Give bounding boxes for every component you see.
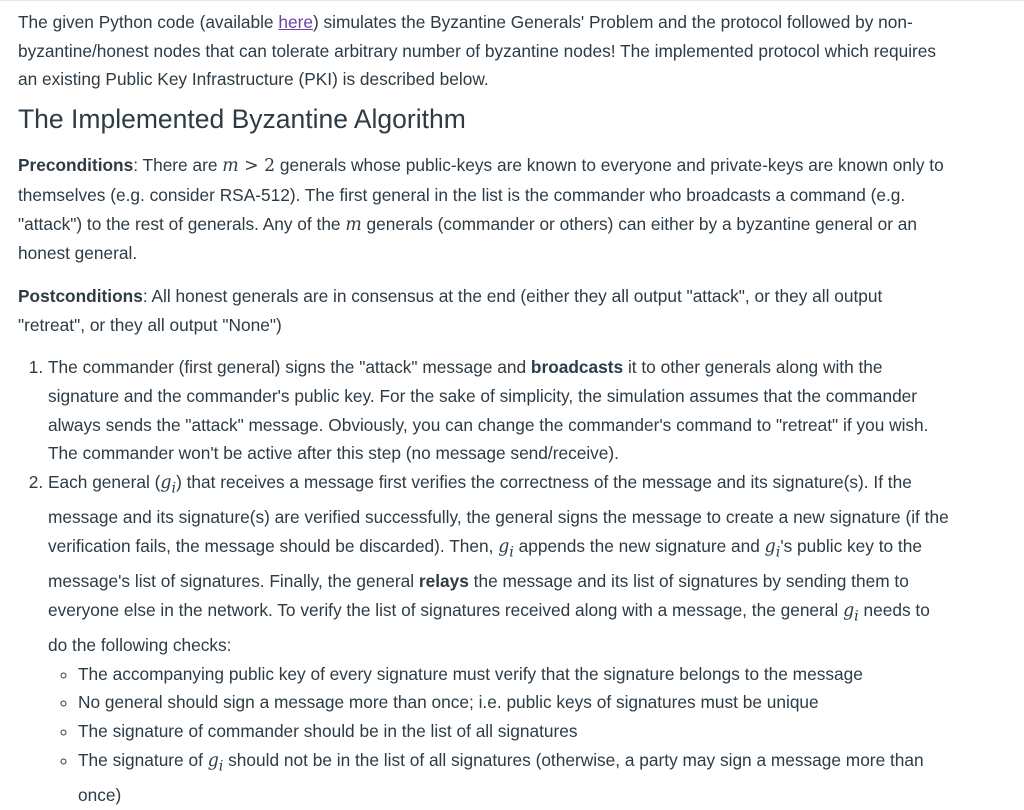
protocol-steps — [18, 353, 953, 809]
intro-paragraph: The given Python code (available here) simulates the Byzantine Generals' Problem and the protocol followed by non-byzantine/honest nodes that can tolerate arbitrary number of byzantine nodes! The implemented protocol which requires an existing Public Key Infrastructure (PKI) is described below. — [18, 12, 937, 90]
check-4: ◦ The signature of $g_i$ should not be in the list of all signatures (otherwise, a party may sign a message more than once) — [78, 746, 953, 810]
check-3: ◦ The signature of commander should be in the list of all signatures — [78, 717, 953, 746]
code-link[interactable]: here — [278, 12, 313, 32]
verification-checks — [48, 660, 953, 810]
document-body — [18, 8, 953, 810]
step-1: 1. The commander (first general) signs the "attack" message and broadcasts it to other generals along with the signature and the commander's public key. For the sake of simplicity, the simulation assumes that the commander always sends the "attack" message. Obviously, you can change the commander's command to "retreat" if you wish. The commander won't be active after this step (no message send/receive). — [48, 353, 953, 468]
postconditions-paragraph: Postconditions: All honest generals are in consensus at the end (either they all output "attack", or they all output "retreat", or they all output "None") — [18, 285, 883, 335]
math-g: g — [207, 750, 219, 771]
section-heading: The Implemented Byzantine Algorithm — [18, 104, 466, 135]
math-g: g — [764, 537, 776, 557]
math-sub-i: i — [171, 480, 177, 497]
top-divider — [0, 0, 1024, 1]
math-g: g — [843, 600, 855, 621]
math-g: g — [498, 537, 510, 557]
check-2: ◦ No general should sign a message more than once; i.e. public keys of signatures must be unique — [78, 688, 953, 717]
math-m: m — [222, 156, 239, 177]
postconditions-label: Postconditions — [18, 285, 143, 306]
preconditions-label: Preconditions — [18, 155, 134, 176]
math-g: g — [160, 473, 172, 494]
check-1: ◦ The accompanying public key of every signature must verify that the signature belongs to the message — [78, 660, 953, 689]
math-m: m — [345, 214, 362, 235]
step-2: 2. Each general $(g_i)$ that receives a message first verifies the correctness of the message and its signature(s). If the message and its signature(s) are verified successfully, the general signs the message to create a new signature (if the verification fails, the message should be discarded). Then, $g_i$ appends the new signature and $g_i's$ public key to the message's list of signatures. Finally, the general relays the message and its list of signatures by sending them to everyone else in the network. To verify the list of signatures received along with a message, the general $g_i$ needs to do the following checks: ◦ The accompanying public key of every signature must verify that the signature belongs to the message ◦ No general should sign a message more than once; i.e. public keys of signatures must be unique ◦ The signature of commander should be in the list of all signatures ◦ The signature of $g_i$ should not be in the list of all signatures (otherwise, a party may sign a message more than once) — [48, 468, 953, 810]
preconditions-paragraph: Preconditions: There are m > 2 generals whose public-keys are known to everyone and private-keys are known only to themselves (e.g. consider RSA-512). The first general in the list is the commander who broadcasts a command (e.g. "attack") to the rest of generals. Any of the m generals (commander or others) can either by a byzantine general or an honest general. — [18, 155, 944, 264]
